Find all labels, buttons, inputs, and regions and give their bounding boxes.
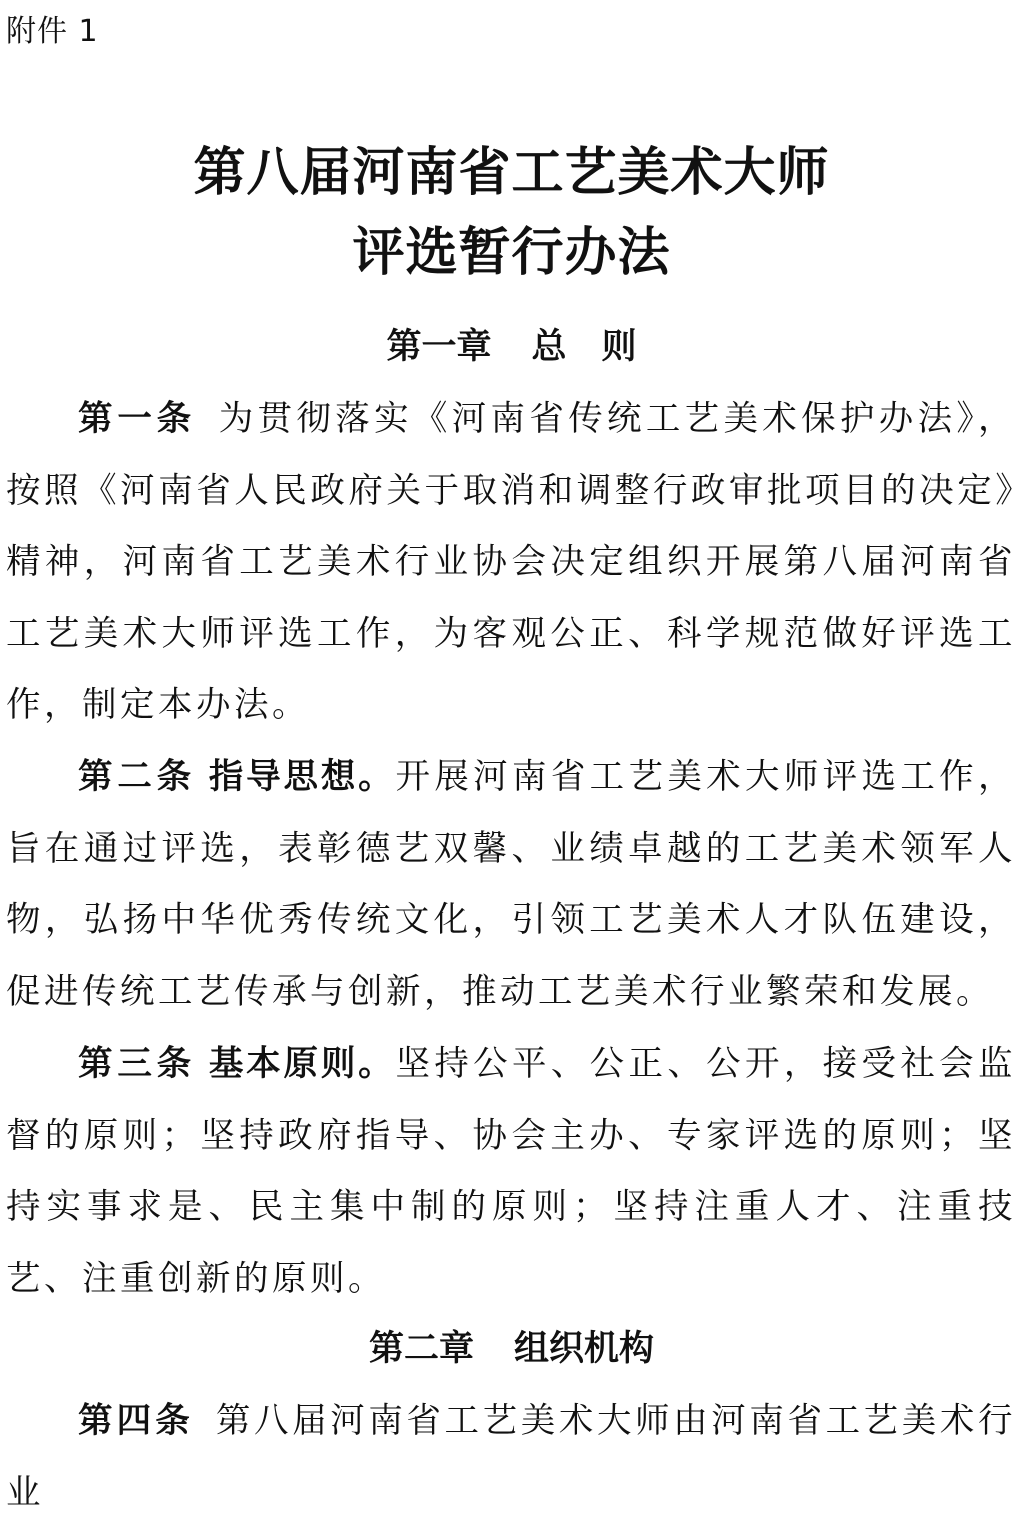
article-label: 第二条	[78, 757, 196, 797]
attachment-label: 附件 1	[6, 14, 99, 49]
article-label: 第一条	[78, 399, 196, 439]
chapter-number: 第一章	[386, 327, 492, 367]
article-4	[6, 1386, 1016, 1529]
document-title-line-2: 评选暂行办法	[352, 223, 671, 283]
article-1	[6, 384, 1016, 742]
article-heading: 基本原则。	[208, 1044, 396, 1084]
article-heading: 指导思想。	[208, 757, 396, 797]
article-text: 第八届河南省工艺美术大师由河南省工艺美术行业	[6, 1401, 1016, 1513]
chapter-number: 第二章	[368, 1329, 474, 1369]
article-text: 坚持公平、公正、公开，接受社会监督的原则；坚持政府指导、协会主办、专家评选的原则；坚持实事求是、民主集中制的原则；坚持注重人才、注重技艺、注重创新的原则。	[6, 1044, 1016, 1299]
article-label: 第三条	[78, 1044, 196, 1084]
article-text: 开展河南省工艺美术大师评选工作，旨在通过评选，表彰德艺双馨、业绩卓越的工艺美术领军人物，弘扬中华优秀传统文化，引领工艺美术人才队伍建设，促进传统工艺传承与创新，推动工艺美术行业繁荣和发展。	[6, 757, 1016, 1012]
chapter-heading-1	[0, 322, 1023, 372]
article-label: 第四条	[78, 1401, 194, 1441]
document-title-line-1: 第八届河南省工艺美术大师	[193, 143, 830, 203]
article-3	[6, 1029, 1016, 1315]
article-text: 为贯彻落实《河南省传统工艺美术保护办法》，按照《河南省人民政府关于取消和调整行政审批项目的决定》精神，河南省工艺美术行业协会决定组织开展第八届河南省工艺美术大师评选工作，为客观公正、科学规范做好评选工作，制定本办法。	[6, 399, 1016, 725]
article-2	[6, 742, 1016, 1028]
chapter-heading-2	[0, 1324, 1023, 1374]
chapter-name: 组织机构	[514, 1329, 655, 1369]
chapter-name: 总 则	[531, 327, 637, 367]
